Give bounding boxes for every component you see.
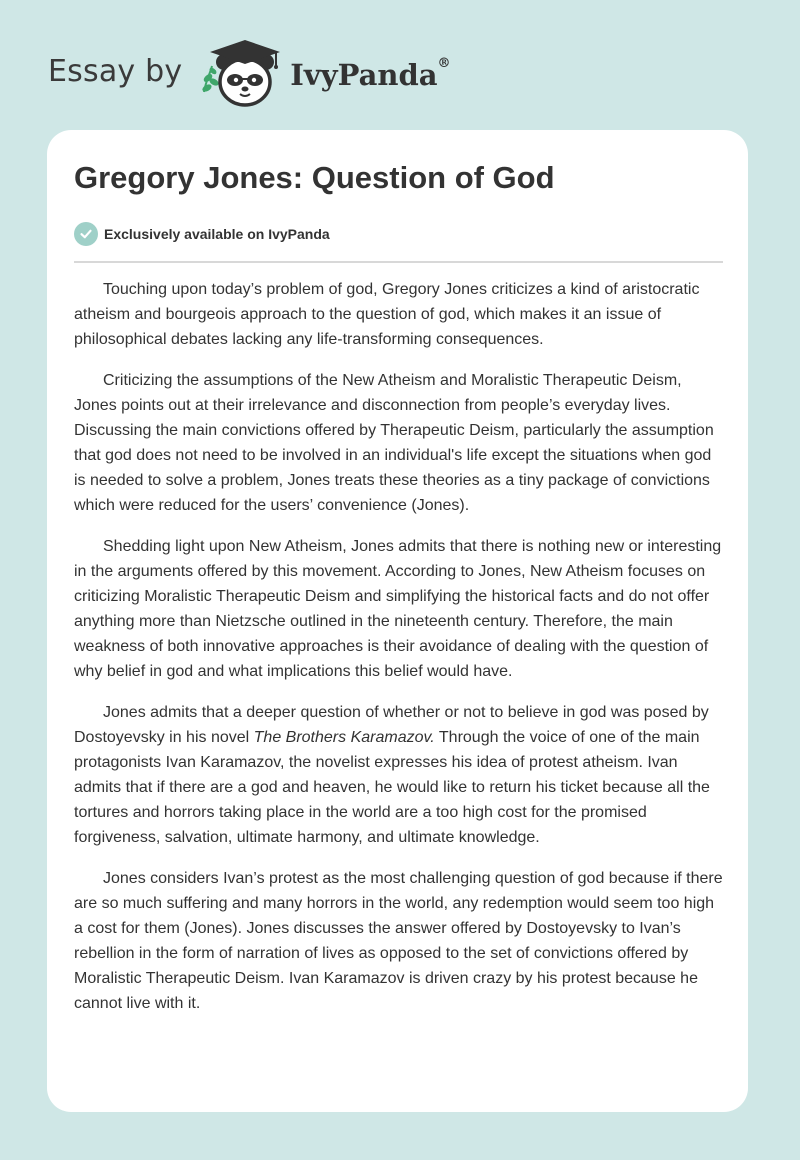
panda-graduate-icon (196, 36, 288, 108)
title-divider (74, 261, 723, 263)
paragraph: Criticizing the assumptions of the New Atheism and Moralistic Therapeutic Deism, Jones points out at their irrelevance and disconnection from people’s everyday lives. Discussing the main convictions offered by Therapeutic Deism, particularly the assumption that god does not need to be involved in an individual's life except the situations when god is needed to solve a problem, Jones treats these theories as a tiny package of convictions which were reduced for the users’ convenience (Jones). (74, 372, 714, 514)
exclusive-badge-label: Exclusively available on IvyPanda (104, 226, 330, 242)
check-circle-icon (74, 222, 98, 246)
paragraph: Shedding light upon New Atheism, Jones admits that there is nothing new or interesting in the arguments offered by this movement. According to Jones, New Atheism focuses on criticizing Moralistic Therapeutic Deism and simplifying the historical facts and do not offer anything more than Nietzsche outlined in the nineteenth century. Therefore, the main weakness of both innovative approaches is their avoidance of dealing with the question of why belief in god and what implications this belief would have. (74, 538, 722, 680)
essay-card (47, 130, 748, 1112)
essay-by-label: Essay by (48, 53, 183, 89)
paragraph-text: Through the voice of one of the main protagonists Ivan Karamazov, the novelist expresses his idea of protest atheism. Ivan admits that if there are a god and heaven, he would like to return his ticket because all the tortures and horrors taking place in the world are a too high cost for the promised forgiveness, salvation, ultimate harmony, and ultimate knowledge. (74, 729, 710, 846)
paragraph-text: Jones admits that a deeper question of whether or not to believe in god was posed by Dostoyevsky in his novel (74, 704, 709, 746)
page-title: Gregory Jones: Question of God (74, 160, 555, 195)
brand-name[interactable]: IvyPanda® (290, 56, 451, 92)
site-header (48, 36, 451, 108)
registered-mark: ® (437, 56, 451, 71)
paragraph: Touching upon today’s problem of god, Gregory Jones criticizes a kind of aristocratic atheism and bourgeois approach to the question of god, which makes it an issue of philosophical debates lacking any life-transforming consequences. (74, 281, 700, 348)
paragraph: Jones considers Ivan’s protest as the most challenging question of god because if there are so much suffering and many horrors in the world, any redemption would seem too high a cost for them (Jones). Jones discusses the answer offered by Dostoyevsky to Ivan’s rebellion in the form of narration of lives as opposed to the set of convictions offered by Moralistic Therapeutic Deism. Ivan Karamazov is driven crazy by his protest because he cannot live with it. (74, 870, 723, 1012)
essay-body (74, 277, 726, 1032)
exclusive-badge (74, 222, 330, 246)
book-title: The Brothers Karamazov. (253, 729, 435, 746)
paragraph (74, 700, 726, 850)
